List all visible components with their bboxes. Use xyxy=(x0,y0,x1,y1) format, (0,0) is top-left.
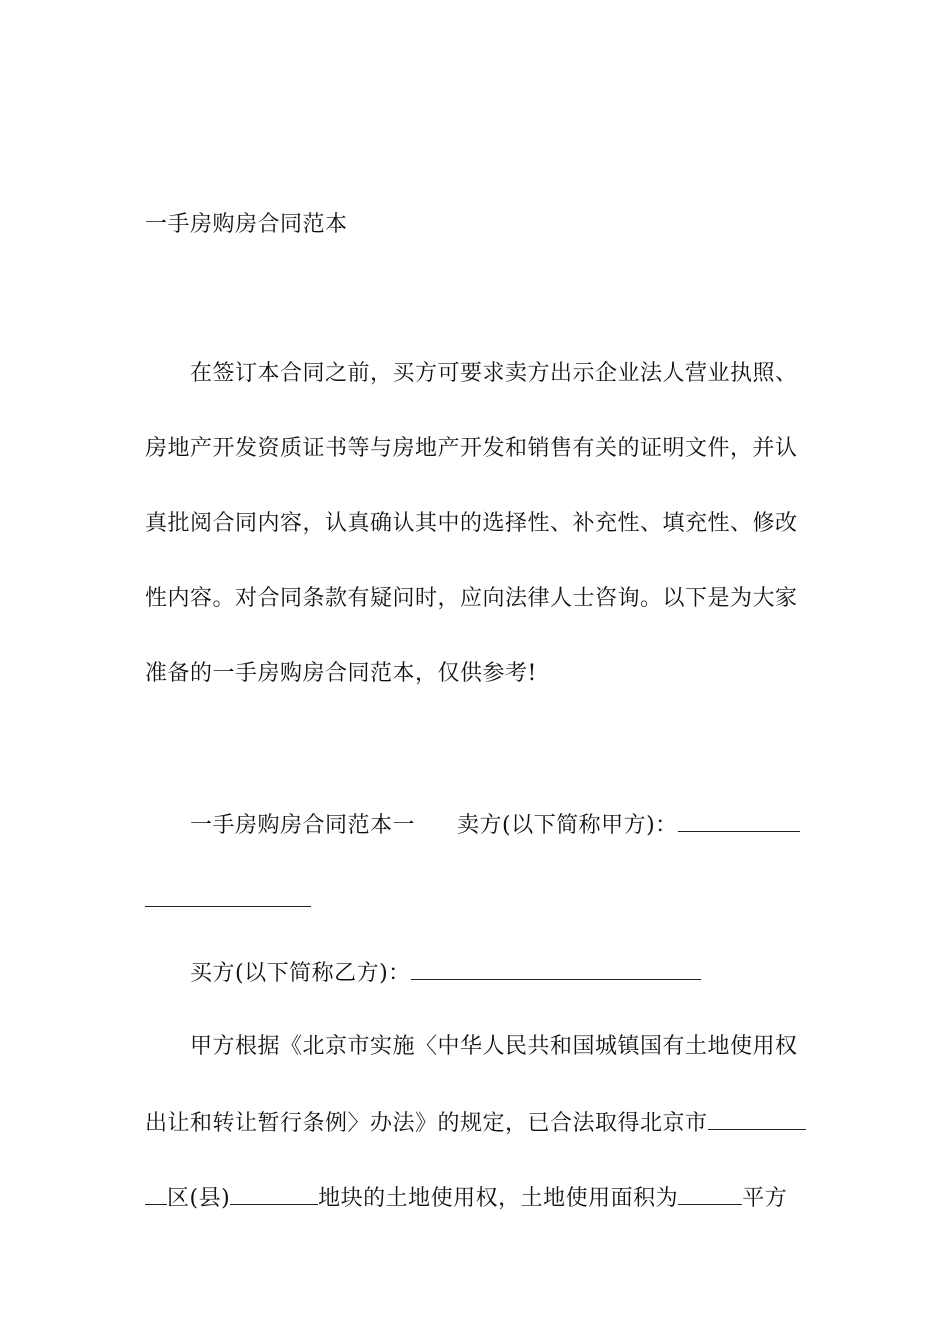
clause-line: 区(县) 地块的土地使用权，土地使用面积为 平方 xyxy=(145,1182,805,1214)
city-blank-continued xyxy=(145,1182,167,1205)
area-blank xyxy=(678,1182,742,1205)
seller-label: 卖方(以下简称甲方)： xyxy=(457,813,678,838)
district-blank xyxy=(230,1182,318,1205)
intro-line: 真批阅合同内容，认真确认其中的选择性、补充性、填充性、修改 xyxy=(145,511,798,536)
document-title: 一手房购房合同范本 xyxy=(145,212,348,237)
seller-name-blank-continued xyxy=(145,884,311,907)
buyer-name-blank xyxy=(411,957,701,980)
seller-line-continued xyxy=(145,884,805,916)
intro-line: 房地产开发资质证书等与房地产开发和销售有关的证明文件，并认 xyxy=(145,436,798,461)
intro-line: 准备的一手房购房合同范本，仅供参考! xyxy=(145,661,537,686)
city-blank xyxy=(708,1107,806,1130)
buyer-line xyxy=(190,957,805,989)
intro-line: 性内容。对合同条款有疑问时，应向法律人士咨询。以下是为大家 xyxy=(145,586,798,611)
seller-name-blank xyxy=(678,809,800,832)
intro-line: 在签订本合同之前，买方可要求卖方出示企业法人营业执照、 xyxy=(190,361,798,386)
seller-line xyxy=(190,809,805,841)
buyer-label: 买方(以下简称乙方)： xyxy=(190,961,411,986)
section-title: 一手房购房合同范本一 xyxy=(190,813,416,838)
clause-line: 甲方根据《北京市实施〈中华人民共和国城镇国有土地使用权 xyxy=(190,1034,798,1059)
clause-line: 出让和转让暂行条例〉办法》的规定，已合法取得北京市 xyxy=(145,1107,805,1139)
